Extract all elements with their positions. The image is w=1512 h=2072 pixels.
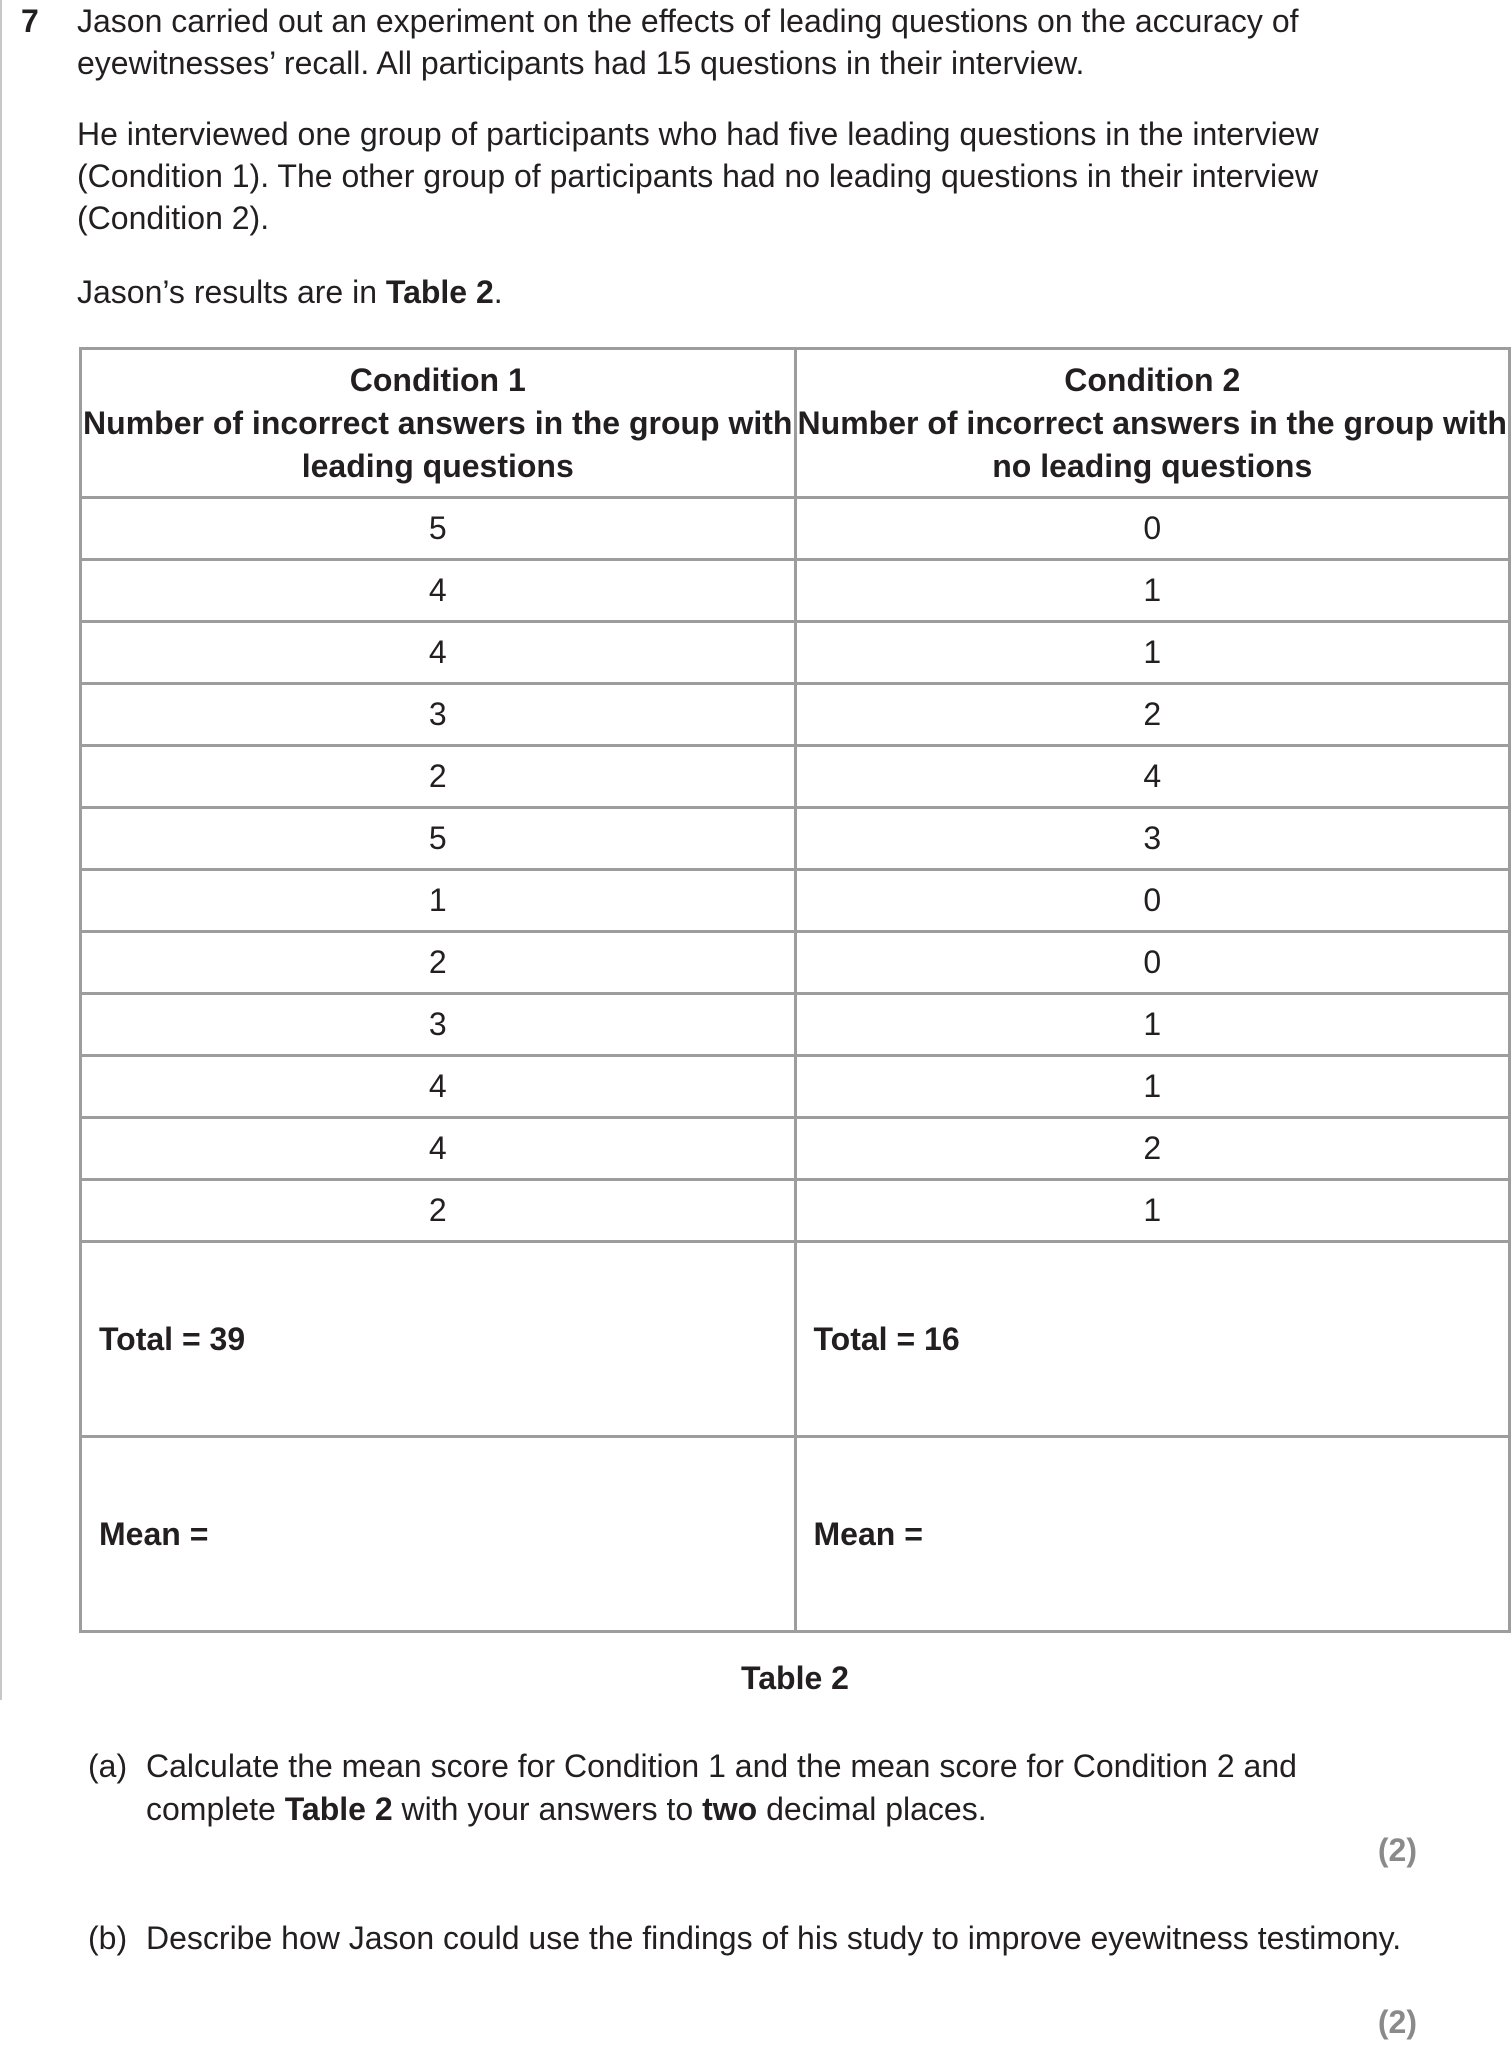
condition-2-value: 3: [795, 808, 1510, 870]
question-method-paragraph: He interviewed one group of participants who had five leading questions in the interview (Condition 1). The other group of participants had no leading questions in their interview (Condition 2).: [77, 116, 1319, 236]
table-row: [81, 994, 1510, 1056]
part-b-marks: (2): [1377, 2004, 1417, 2040]
part-a: [88, 1745, 1418, 1831]
condition-1-value: 5: [81, 498, 796, 560]
part-a-emphasis: two: [702, 1791, 758, 1827]
totals-row: [81, 1242, 1510, 1437]
table-row: [81, 1118, 1510, 1180]
condition-1-value: 1: [81, 870, 796, 932]
table-header-row: [81, 349, 1510, 498]
question-results-reference: [77, 271, 1407, 313]
part-a-text-3: decimal places.: [757, 1791, 987, 1827]
table-row: [81, 684, 1510, 746]
condition-2-mean[interactable]: Mean =: [795, 1437, 1510, 1632]
question-intro-paragraph: Jason carried out an experiment on the effects of leading questions on the accuracy of eyewitnesses’ recall. All participants had 15 questions in their interview.: [77, 3, 1299, 81]
page-margin-rule: [0, 0, 2, 1700]
part-a-text: [146, 1745, 1418, 1831]
condition-1-mean[interactable]: Mean =: [81, 1437, 796, 1632]
condition-2-value: 0: [795, 932, 1510, 994]
condition-1-value: 4: [81, 622, 796, 684]
condition-1-value: 4: [81, 1056, 796, 1118]
condition-2-description: Number of incorrect answers in the group with no leading questions: [797, 404, 1507, 484]
table-row: [81, 746, 1510, 808]
results-text: Jason’s results are in: [77, 274, 386, 310]
table-row: [81, 1180, 1510, 1242]
condition-1-value: 2: [81, 1180, 796, 1242]
table-row: [81, 622, 1510, 684]
condition-1-title: Condition 1: [349, 361, 526, 398]
part-b: [88, 1917, 1418, 1960]
table-row: [81, 808, 1510, 870]
table-row: [81, 932, 1510, 994]
condition-2-value: 2: [795, 1118, 1510, 1180]
table-caption: Table 2: [741, 1660, 849, 1696]
condition-1-value: 5: [81, 808, 796, 870]
condition-2-value: 1: [795, 994, 1510, 1056]
means-row: [81, 1437, 1510, 1632]
condition-2-value: 1: [795, 1180, 1510, 1242]
condition-2-value: 0: [795, 498, 1510, 560]
condition-1-value: 2: [81, 746, 796, 808]
part-a-text-2: with your answers to: [392, 1791, 703, 1827]
part-a-table-ref: Table 2: [284, 1791, 393, 1827]
results-table: [79, 347, 1511, 1633]
part-a-label: (a): [88, 1748, 128, 1784]
table-row: [81, 498, 1510, 560]
condition-2-value: 4: [795, 746, 1510, 808]
table-row: [81, 560, 1510, 622]
condition-2-header: [795, 349, 1510, 498]
condition-2-total: Total = 16: [795, 1242, 1510, 1437]
table-row: [81, 870, 1510, 932]
condition-2-value: 1: [795, 1056, 1510, 1118]
condition-1-header: [81, 349, 796, 498]
question-number: 7: [21, 3, 39, 39]
condition-1-value: 3: [81, 994, 796, 1056]
part-a-marks: (2): [1377, 1832, 1417, 1868]
part-b-text: Describe how Jason could use the findings of his study to improve eyewitness testimony.: [146, 1920, 1402, 1956]
condition-1-value: 4: [81, 560, 796, 622]
condition-2-value: 2: [795, 684, 1510, 746]
table-reference: Table 2: [385, 274, 494, 310]
part-a-text-1: Calculate the mean score for Condition 1 and the mean score for Condition 2 and complete: [146, 1748, 1297, 1827]
condition-1-total: Total = 39: [81, 1242, 796, 1437]
condition-1-value: 4: [81, 1118, 796, 1180]
part-b-label: (b): [88, 1920, 128, 1956]
condition-1-value: 3: [81, 684, 796, 746]
condition-2-title: Condition 2: [1064, 361, 1241, 398]
condition-2-value: 1: [795, 560, 1510, 622]
results-body: [81, 498, 1510, 1242]
condition-2-value: 0: [795, 870, 1510, 932]
condition-1-value: 2: [81, 932, 796, 994]
table-row: [81, 1056, 1510, 1118]
condition-2-value: 1: [795, 622, 1510, 684]
results-text-end: .: [493, 274, 503, 310]
condition-1-description: Number of incorrect answers in the group with leading questions: [83, 404, 793, 484]
